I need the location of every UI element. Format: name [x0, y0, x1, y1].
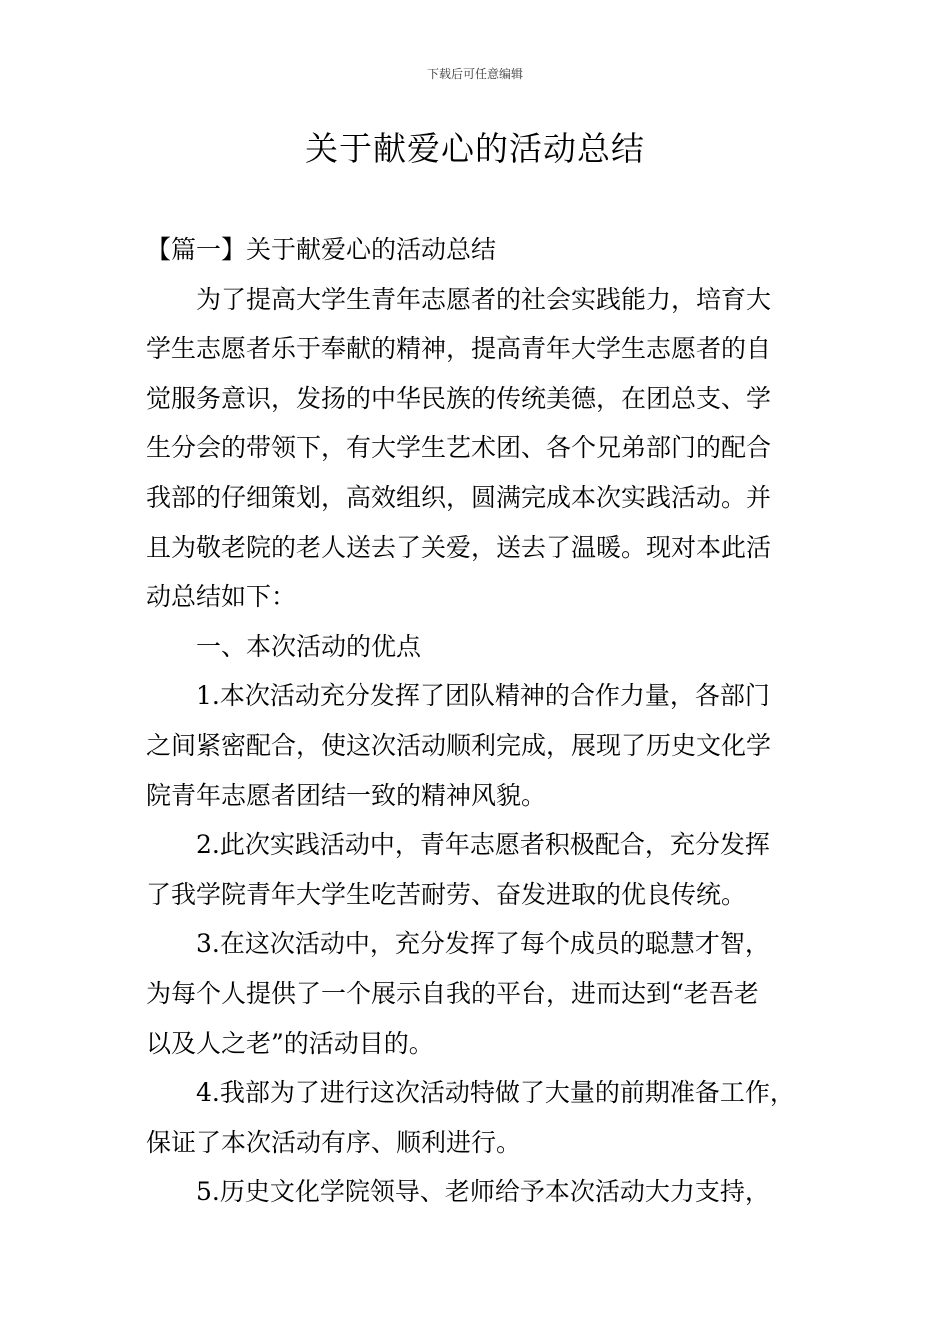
body-text-line: 3.在这次活动中，充分发挥了每个成员的聪慧才智，: [196, 929, 770, 959]
body-text-line: 【篇一】关于献爱心的活动总结: [146, 235, 497, 264]
body-text-line: 之间紧密配合，使这次活动顺利完成，展现了历史文化学: [146, 730, 772, 760]
body-text-line: 一、本次活动的优点: [196, 631, 422, 661]
body-text-line: 了我学院青年大学生吃苦耐劳、奋发进取的优良传统。: [146, 879, 747, 909]
body-text-line: 觉服务意识，发扬的中华民族的传统美德，在团总支、学: [146, 383, 772, 413]
body-text-line: 我部的仔细策划，高效组织，圆满完成本次实践活动。并: [146, 482, 772, 512]
body-text-line: 且为敬老院的老人送去了关爱，送去了温暖。现对本此活: [146, 532, 772, 562]
body-text-line: 以及人之老”的活动目的。: [146, 1028, 434, 1058]
body-text-line: 2.此次实践活动中，青年志愿者积极配合，充分发挥: [196, 830, 770, 860]
body-text-line: 院青年志愿者团结一致的精神风貌。: [146, 780, 547, 810]
body-text-line: 学生志愿者乐于奉献的精神，提高青年大学生志愿者的自: [146, 334, 772, 364]
body-text-line: 为每个人提供了一个展示自我的平台，进而达到“老吾老: [146, 978, 759, 1008]
document-title: 关于献爱心的活动总结: [305, 129, 645, 168]
document-body: [146, 225, 808, 1217]
body-text-line: 1.本次活动充分发挥了团队精神的合作力量，各部门: [196, 681, 770, 711]
body-text-line: 5.历史文化学院领导、老师给予本次活动大力支持，: [196, 1177, 770, 1207]
body-text-line: 保证了本次活动有序、顺利进行。: [146, 1127, 522, 1157]
body-text-line: 生分会的带领下，有大学生艺术团、各个兄弟部门的配合: [146, 433, 772, 463]
body-text-line: 为了提高大学生青年志愿者的社会实践能力，培育大: [196, 284, 772, 314]
body-text-line: 4.我部为了进行这次活动特做了大量的前期准备工作，: [196, 1078, 795, 1108]
body-text-line: 动总结如下：: [146, 582, 297, 612]
header-note: 下载后可任意编辑: [426, 67, 523, 81]
